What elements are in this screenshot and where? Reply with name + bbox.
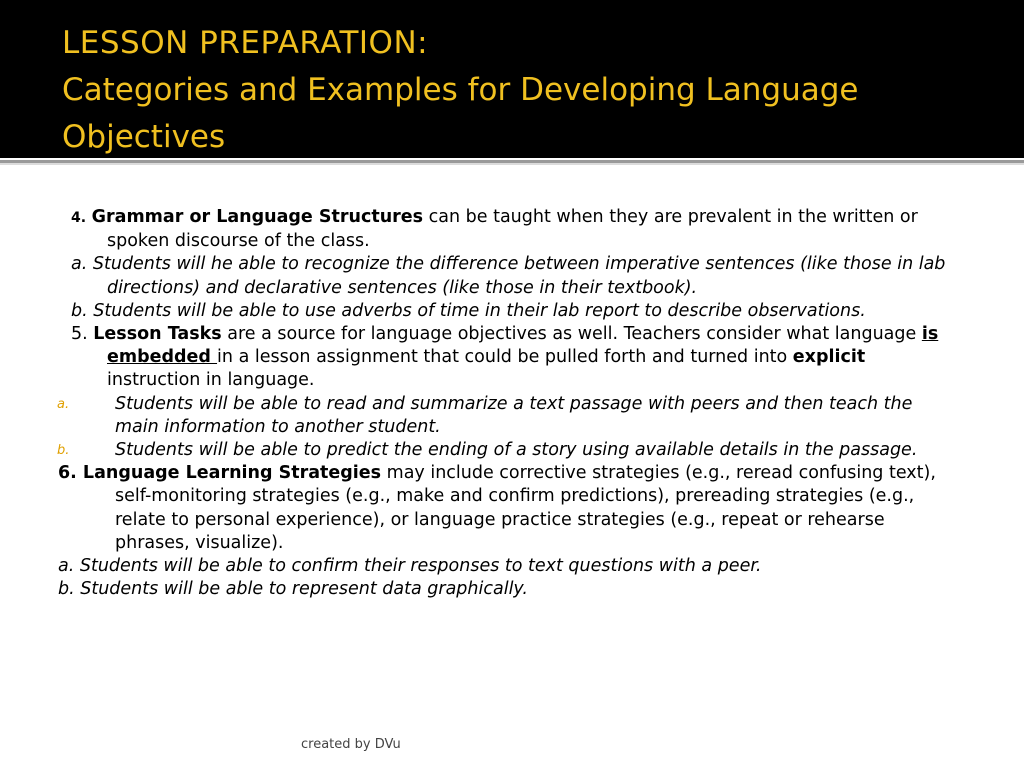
tasks-example-b	[0, 439, 1024, 462]
strategies-text: may include corrective strategies (e.g., reread confusing text), self-monitoring strategies (e.g., make and confirm predictions), prereading strategies (e.g., relate to personal experience), or language practice strategies (e.g., repeat or rehearse phrases, visualize).	[115, 463, 936, 553]
tasks-example-a	[0, 393, 1024, 439]
grammar-example-b: b. Students will be able to use adverbs of time in their lab report to describe observations.	[71, 300, 866, 321]
strategies-example-a: a. Students will be able to confirm their responses to text questions with a peer.	[58, 556, 762, 577]
tasks-text-2: in a lesson assignment that could be pulled forth and turned into	[217, 347, 793, 368]
grammar-example-a: a. Students will he able to recognize the difference between imperative sentences (like those in lab directions) and declarative sentences (like those in their textbook).	[71, 254, 946, 298]
tasks-embedded: is embedded	[107, 324, 939, 368]
tasks-text-1: are a source for language objectives as well. Teachers consider what language	[221, 324, 922, 345]
tasks-example-a-marker: a.	[57, 396, 70, 412]
tasks-explicit: explicit	[792, 347, 866, 368]
tasks-number: 5	[71, 324, 83, 345]
strategies-example-b: b. Students will be able to represent data graphically.	[58, 579, 528, 600]
strategies-paragraph	[0, 462, 1024, 555]
slide-title	[62, 20, 1002, 161]
grammar-paragraph	[0, 206, 1024, 253]
grammar-heading: Grammar or Language Structures	[91, 207, 424, 227]
tasks-separator: .	[82, 324, 94, 345]
tasks-text-3: instruction in language.	[107, 370, 315, 391]
footer-credit: created by DVu	[301, 737, 401, 752]
title-line-1: LESSON PREPARATION:	[62, 25, 429, 61]
tasks-example-b-text: Students will be able to predict the ending of a story using available details in the passage.	[115, 440, 918, 461]
title-line-2: Categories and Examples for Developing Language Objectives	[62, 72, 859, 155]
title-divider-shadow	[0, 163, 1024, 165]
tasks-example-a-text: Students will be able to read and summarize a text passage with peers and then teach the main information to another student.	[115, 393, 913, 437]
grammar-text: can be taught when they are prevalent in the written or spoken discourse of the class.	[107, 207, 918, 252]
slide-body	[0, 206, 1024, 601]
tasks-heading: Lesson Tasks	[93, 324, 222, 345]
tasks-example-b-marker: b.	[57, 443, 70, 459]
grammar-number: 4.	[71, 210, 87, 226]
tasks-paragraph	[0, 323, 1024, 393]
strategies-heading: 6. Language Learning Strategies	[58, 463, 382, 484]
